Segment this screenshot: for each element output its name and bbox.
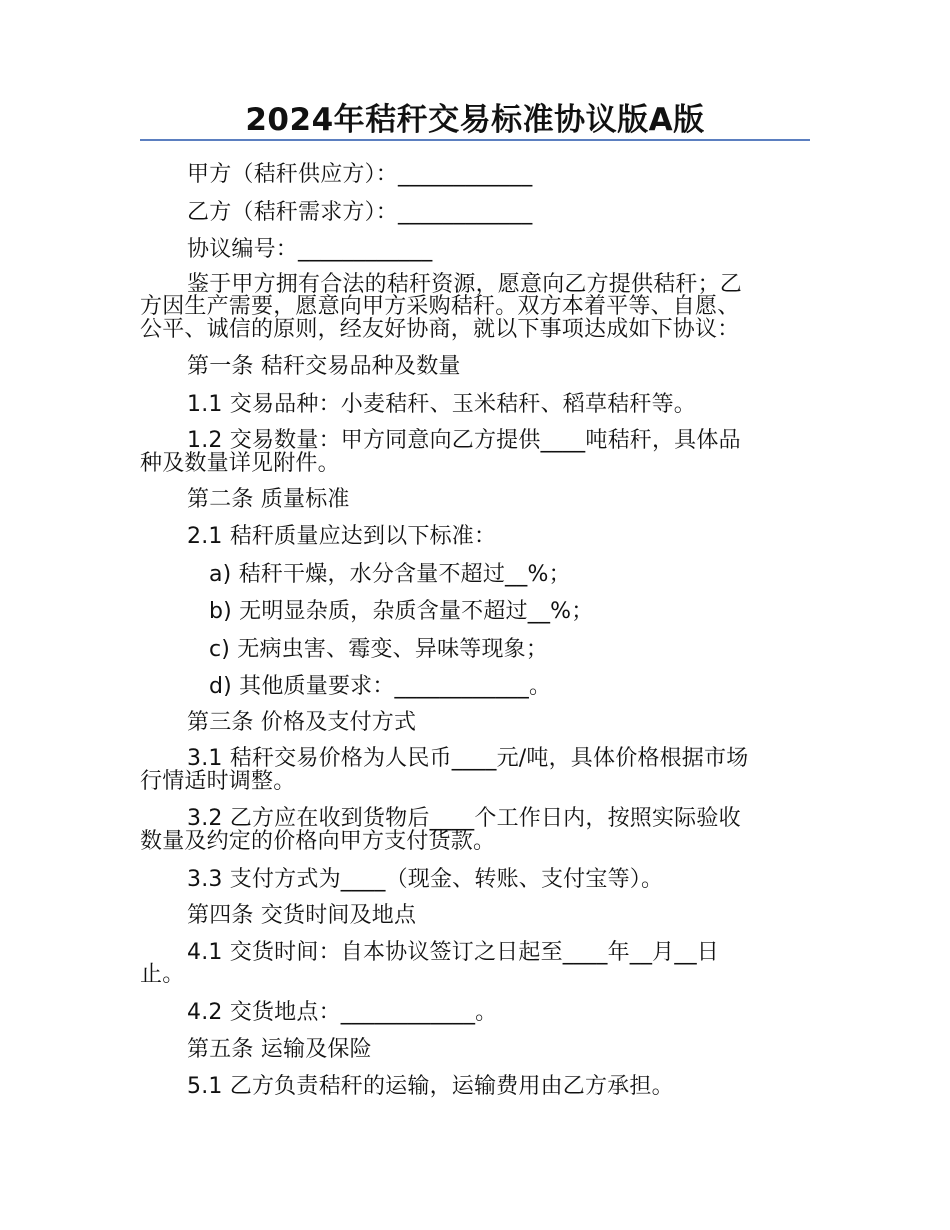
clause-5-1: 5.1 乙方负责秸秆的运输，运输费用由乙方承担。 bbox=[187, 1074, 674, 1099]
clause-4-2: 4.2 交货地点：____________。 bbox=[187, 1000, 498, 1025]
clause-1-1: 1.1 交易品种：小麦秸秆、玉米秸秆、稻草秸秆等。 bbox=[187, 392, 696, 417]
clause-3-2-line-2: 数量及约定的价格向甲方支付货款。 bbox=[140, 829, 496, 854]
article-1-heading: 第一条 秸秆交易品种及数量 bbox=[187, 354, 461, 379]
clause-3-1-line-2: 行情适时调整。 bbox=[140, 769, 296, 794]
quality-item-a: a) 秸秆干燥，水分含量不超过__%； bbox=[209, 562, 571, 587]
article-4-heading: 第四条 交货时间及地点 bbox=[187, 903, 417, 928]
clause-4-1-line-2: 止。 bbox=[140, 962, 185, 987]
article-2-heading: 第二条 质量标准 bbox=[187, 487, 350, 512]
party-a-line: 甲方（秸秆供应方）：____________ bbox=[187, 162, 533, 187]
clause-1-2-line-2: 种及数量详见附件。 bbox=[140, 451, 340, 476]
clause-2-1: 2.1 秸秆质量应达到以下标准： bbox=[187, 524, 497, 549]
agreement-number-line: 协议编号：____________ bbox=[187, 237, 433, 262]
quality-item-c: c) 无病虫害、霉变、异味等现象； bbox=[209, 637, 549, 662]
preamble-line-1: 鉴于甲方拥有合法的秸秆资源，愿意向乙方提供秸秆；乙 bbox=[187, 272, 743, 297]
preamble-line-3: 公平、诚信的原则，经友好协商，就以下事项达成如下协议： bbox=[140, 317, 740, 342]
clause-1-2-line-1: 1.2 交易数量：甲方同意向乙方提供____吨秸秆，具体品 bbox=[187, 428, 741, 453]
clause-3-3: 3.3 支付方式为____（现金、转账、支付宝等）。 bbox=[187, 867, 664, 892]
party-b-line: 乙方（秸秆需求方）：____________ bbox=[187, 200, 533, 225]
clause-3-2-line-1: 3.2 乙方应在收到货物后____个工作日内，按照实际验收 bbox=[187, 806, 741, 831]
quality-item-b: b) 无明显杂质，杂质含量不超过__%； bbox=[209, 599, 594, 624]
clause-4-1-line-1: 4.1 交货时间：自本协议签订之日起至____年__月__日 bbox=[187, 940, 719, 965]
quality-item-d: d) 其他质量要求：____________。 bbox=[209, 674, 552, 699]
article-5-heading: 第五条 运输及保险 bbox=[187, 1037, 372, 1062]
title-underline bbox=[140, 139, 810, 141]
document-title: 2024年秸秆交易标准协议版A版 bbox=[245, 102, 705, 138]
clause-3-1-line-1: 3.1 秸秆交易价格为人民币____元/吨，具体价格根据市场 bbox=[187, 746, 749, 771]
preamble-line-2: 方因生产需要，愿意向甲方采购秸秆。双方本着平等、自愿、 bbox=[140, 294, 740, 319]
article-3-heading: 第三条 价格及支付方式 bbox=[187, 710, 417, 735]
